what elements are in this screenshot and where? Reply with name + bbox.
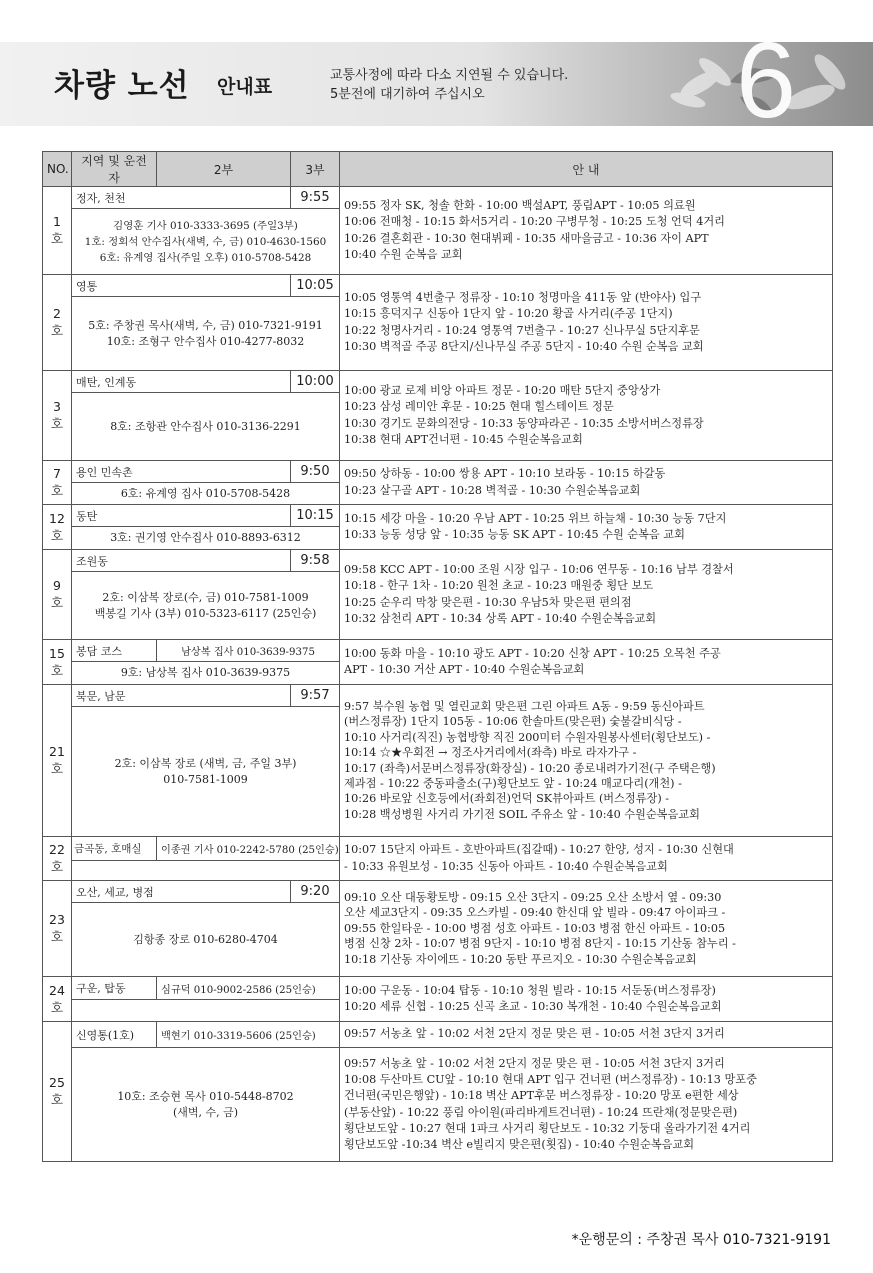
info-line: 10:32 삼천리 APT - 10:34 상록 APT - 10:40 수원순복음교회: [344, 611, 657, 625]
header-info: 안 내: [340, 152, 833, 187]
route-area: 영통: [72, 275, 291, 297]
route-info: [340, 837, 833, 881]
info-line: 10:26 바로앞 신호등에서(좌회전)언덕 SK뷰아파트 (버스정류장) -: [344, 792, 670, 806]
driver-line: 10호: 조승현 목사 010-5448-8702: [117, 1089, 294, 1103]
route-area: 봉담 코스: [72, 640, 157, 662]
info-line: - 10:33 유원보성 - 10:35 신동아 아파트 - 10:40 수원순복음교회: [344, 859, 668, 873]
header-part2: 2부: [157, 152, 291, 187]
route-area: 조원동: [72, 550, 291, 572]
route-info: [340, 881, 833, 977]
driver-line: 10호: 조형구 안수집사 010-4277-8032: [106, 334, 305, 348]
info-line: 10:28 백성병원 사거리 가기전 SOIL 주유소 앞 - 10:40 수원순복음교회: [344, 807, 700, 821]
route-time: 9:20: [291, 881, 340, 903]
info-line: 09:57 서농초 앞 - 10:02 서천 2단지 정문 맞은 편 - 10:05 서천 3단지 3거리: [344, 1056, 725, 1070]
route-table: [42, 151, 833, 1162]
info-line: 10:30 벽적골 주공 8단지/신나무실 주공 5단지 - 10:40 수원 순복음 교회: [344, 339, 704, 353]
info-line: 09:10 오산 대동황토방 - 09:15 오산 3단지 - 09:25 오산 소방서 옆 - 09:30: [344, 890, 722, 904]
route-area: 매탄, 인계동: [72, 371, 291, 393]
route-info: [340, 685, 833, 837]
route-drivers: [72, 662, 340, 685]
route-info-top: [340, 1022, 833, 1048]
header-part3: 3부: [291, 152, 340, 187]
route-row: [43, 550, 833, 572]
info-line: 10:17 (좌측)서문버스정류장(화장실) - 10:20 종로내려가기전(구 주택은행): [344, 761, 716, 775]
route-area: 구운, 탑동: [72, 977, 157, 1000]
route-row: [43, 275, 833, 297]
info-line: 제과점 - 10:22 중동파출소(구)횡단보도 앞 - 10:24 매교다리(개천) -: [344, 776, 682, 790]
route-time: 10:05: [291, 275, 340, 297]
route-number: 15호: [43, 640, 72, 685]
route-number: 9호: [43, 550, 72, 640]
route-number: 7호: [43, 461, 72, 505]
info-line: 10:15 흥덕지구 신동아 1단지 앞 - 10:20 황골 사거리(주공 1단지): [344, 307, 673, 321]
info-line: 09:58 KCC APT - 10:00 조원 시장 입구 - 10:06 연무동 - 10:16 남부 경찰서: [344, 563, 734, 577]
route-number: 21호: [43, 685, 72, 837]
route-row: [43, 371, 833, 393]
delay-notice: [330, 66, 568, 104]
route-drivers: [72, 572, 340, 640]
info-line: 오산 세교3단지 - 09:35 오스카빌 - 09:40 한신대 앞 빌라 - 09:47 아이파크 -: [344, 906, 726, 920]
info-line: 10:22 청명사거리 - 10:24 영통역 7번출구 - 10:27 신나무실 5단지후문: [344, 323, 700, 337]
info-line: 10:14 ☆★우회전 → 정조사거리에서(좌측) 바로 라자가구 -: [344, 746, 637, 760]
info-line: 10:18 - 한구 1차 - 10:20 원천 초교 - 10:23 매원중 횡단 보도: [344, 579, 654, 593]
route-info: [340, 550, 833, 640]
driver-line: 2호: 이삼복 장로 (새벽, 금, 주일 3부): [114, 756, 297, 770]
route-info: [340, 187, 833, 275]
route-time: 10:15: [291, 505, 340, 527]
info-line: 09:57 서농초 앞 - 10:02 서천 2단지 정문 맞은 편 - 10:05 서천 3단지 3거리: [344, 1027, 725, 1041]
route-number: 3호: [43, 371, 72, 461]
route-number: 23호: [43, 881, 72, 977]
info-line: 10:00 구운동 - 10:04 탑동 - 10:10 청원 빌라 - 10:15 서둔동(버스정류장): [344, 983, 716, 997]
driver-line: 5호: 주창권 목사(새벽, 수, 금) 010-7321-9191: [88, 318, 323, 332]
header-no: NO.: [43, 152, 72, 187]
driver-line: 김항종 장로 010-6280-4704: [133, 932, 278, 946]
page-title: 차량 노선: [54, 68, 190, 104]
route-area: 동탄: [72, 505, 291, 527]
info-line: 10:05 영통역 4번출구 정류장 - 10:10 청명마을 411동 앞 (반야사) 입구: [344, 291, 702, 305]
route-row: [43, 685, 833, 707]
info-line: 10:26 결혼회관 - 10:30 현대뷔페 - 10:35 새마을금고 - 10:36 자이 APT: [344, 231, 709, 245]
driver-line: 백봉길 기사 (3부) 010-5323-6117 (25인승): [94, 606, 317, 620]
route-area: 금곡동, 호매실: [72, 837, 157, 861]
route-info: [340, 505, 833, 550]
route-number: 24호: [43, 977, 72, 1022]
info-line: (부동산앞) - 10:22 풍림 아이원(파리바게트건너편) - 10:24 뜨란채(정문맞은편): [344, 1105, 738, 1119]
route-area: 용인 민속촌: [72, 461, 291, 483]
route-drivers: [72, 483, 340, 505]
info-line: 횡단보도앞 - 10:27 현대 1파크 사거리 횡단보도 - 10:32 기둥대 올라가기전 4거리: [344, 1121, 751, 1135]
driver-line: 3호: 권기영 안수집사 010-8893-6312: [110, 531, 301, 544]
month-number: 6: [736, 42, 797, 126]
info-line: 09:50 상하동 - 10:00 쌍용 APT - 10:10 보라동 - 10:15 하갈동: [344, 467, 666, 481]
route-time: 9:50: [291, 461, 340, 483]
info-line: 10:25 순우리 막창 맞은편 - 10:30 우남5차 맞은편 편의점: [344, 595, 632, 609]
route-info: [340, 371, 833, 461]
route-row: [43, 1022, 833, 1048]
route-driver-contact: 백현기 010-3319-5606 (25인승): [157, 1022, 340, 1048]
route-time: 10:00: [291, 371, 340, 393]
header-banner: [0, 42, 873, 126]
info-line: 횡단보도앞 -10:34 벽산 e빌리지 맞은편(횟집) - 10:40 수원순복음교회: [344, 1137, 695, 1151]
route-row: [43, 837, 833, 861]
notice-line-2: 5분전에 대기하여 주십시오: [330, 87, 485, 102]
route-driver-contact: 남상복 집사 010-3639-9375: [157, 640, 340, 662]
info-line: 병점 신창 2차 - 10:07 병점 9단지 - 10:10 병점 8단지 - 10:15 기산동 참누리 -: [344, 937, 736, 951]
route-driver-contact: 이종권 기사 010-2242-5780 (25인승): [157, 837, 340, 861]
route-time: 9:57: [291, 685, 340, 707]
route-area: 정자, 천천: [72, 187, 291, 209]
route-drivers: [72, 707, 340, 837]
route-row: [43, 640, 833, 662]
route-row: [43, 187, 833, 209]
route-row: [43, 505, 833, 527]
contact-footer: *운행문의 : 주창권 목사 010-7321-9191: [571, 1232, 831, 1248]
driver-line: 010-7581-1009: [163, 772, 248, 786]
route-time: 9:55: [291, 187, 340, 209]
route-drivers: [72, 209, 340, 275]
info-line: 건너편(국민은행앞) - 10:18 벽산 APT후문 버스정류장 - 10:20 망포 e편한 세상: [344, 1089, 739, 1103]
route-number: 2호: [43, 275, 72, 371]
route-drivers: [72, 903, 340, 977]
route-drivers: [72, 527, 340, 550]
route-area: 신영통(1호): [72, 1022, 157, 1048]
info-line: 09:55 정자 SK, 청솔 한화 - 10:00 백설APT, 풍림APT - 10:05 의료원: [344, 199, 696, 213]
driver-line: 6호: 유계영 집사(주일 오후) 010-5708-5428: [99, 251, 312, 264]
info-line: 10:18 기산동 자이에뜨 - 10:20 동탄 푸르지오 - 10:30 수원순복음교회: [344, 952, 697, 966]
route-number: 22호: [43, 837, 72, 881]
route-driver-contact: 심규덕 010-9002-2586 (25인승): [157, 977, 340, 1000]
route-drivers: [72, 297, 340, 371]
route-info: [340, 461, 833, 505]
info-line: 10:23 살구골 APT - 10:28 벽적골 - 10:30 수원순복음교회: [344, 483, 641, 497]
route-info: [340, 1048, 833, 1162]
info-line: 10:23 삼성 레미안 후문 - 10:25 현대 힐스테이트 정문: [344, 400, 614, 414]
route-subrow: [43, 1048, 833, 1162]
info-line: 10:33 능동 성당 앞 - 10:35 능동 SK APT - 10:45 수원 순복음 교회: [344, 528, 685, 541]
route-info: [340, 640, 833, 685]
route-drivers-empty: [72, 1000, 340, 1022]
driver-line: 8호: 조항관 안수집사 010-3136-2291: [110, 419, 301, 433]
route-info: [340, 275, 833, 371]
page-subtitle: 안내표: [217, 76, 273, 98]
info-line: 10:40 수원 순복음 교회: [344, 247, 463, 261]
info-line: 10:10 사거리(직진) 농협방향 직진 200미터 수원자원봉사센터(횡단보도) -: [344, 730, 711, 744]
info-line: APT - 10:30 거산 APT - 10:40 수원순복음교회: [344, 663, 585, 676]
info-line: (버스정류장) 1단지 105동 - 10:06 한솔마트(맞은편) 숯불갈비식당 -: [344, 715, 682, 729]
route-row: [43, 881, 833, 903]
route-drivers: [72, 393, 340, 461]
info-line: 10:00 동화 마을 - 10:10 광도 APT - 10:20 신창 APT - 10:25 오목천 주공: [344, 646, 721, 660]
driver-line: 2호: 이삼복 장로(수, 금) 010-7581-1009: [102, 590, 309, 604]
info-line: 09:55 한일타운 - 10:00 병점 성호 아파트 - 10:03 병점 한신 아파트 - 10:05: [344, 921, 726, 935]
notice-line-1: 교통사정에 따라 다소 지연될 수 있습니다.: [330, 68, 569, 83]
route-row: [43, 977, 833, 1000]
info-line: 10:07 15단지 아파트 - 호반아파트(집갈때) - 10:27 한양, 성지 - 10:30 신현대: [344, 843, 734, 857]
route-drivers: [72, 1048, 340, 1162]
info-line: 10:15 세강 마을 - 10:20 우남 APT - 10:25 위브 하늘채 - 10:30 능동 7단지: [344, 511, 727, 525]
route-row: [43, 461, 833, 483]
info-line: 10:00 광교 로제 비앙 아파트 정문 - 10:20 매탄 5단지 중앙상가: [344, 384, 661, 398]
route-area: 오산, 세교, 병점: [72, 881, 291, 903]
driver-line: (새벽, 수, 금): [172, 1105, 239, 1119]
info-line: 10:20 세류 신협 - 10:25 신곡 초교 - 10:30 복개천 - 10:40 수원순복음교회: [344, 1000, 722, 1013]
table-header-row: [43, 152, 833, 187]
driver-line: 김영훈 기사 010-3333-3695 (주일3부): [113, 219, 298, 232]
route-number: 1호: [43, 187, 72, 275]
driver-line: 9호: 남상복 집사 010-3639-9375: [120, 666, 291, 679]
driver-line: 6호: 유계영 집사 010-5708-5428: [120, 486, 291, 500]
info-line: 9:57 북수원 농협 및 열린교회 맞은편 그린 아파트 A동 - 9:59 동신아파트: [344, 699, 705, 713]
driver-line: 1호: 정회석 안수집사(새벽, 수, 금) 010-4630-1560: [84, 235, 327, 248]
route-info: [340, 977, 833, 1022]
info-line: 10:08 두산마트 CU앞 - 10:10 현대 APT 입구 건너편 (버스정류장) - 10:13 망포중: [344, 1073, 757, 1087]
header-area: 지역 및 운전자: [72, 152, 157, 187]
info-line: 10:30 경기도 문화의전당 - 10:33 동양파라곤 - 10:35 소방서버스정류장: [344, 416, 704, 430]
info-line: 10:38 현대 APT건너편 - 10:45 수원순복음교회: [344, 432, 583, 446]
info-line: 10:06 전매청 - 10:15 화서5거리 - 10:20 구병무청 - 10:25 도청 언덕 4거리: [344, 215, 725, 229]
route-drivers-empty: [72, 861, 340, 881]
route-number: 12호: [43, 505, 72, 550]
route-area: 북문, 남문: [72, 685, 291, 707]
route-time: 9:58: [291, 550, 340, 572]
route-number: 25호: [43, 1022, 72, 1162]
